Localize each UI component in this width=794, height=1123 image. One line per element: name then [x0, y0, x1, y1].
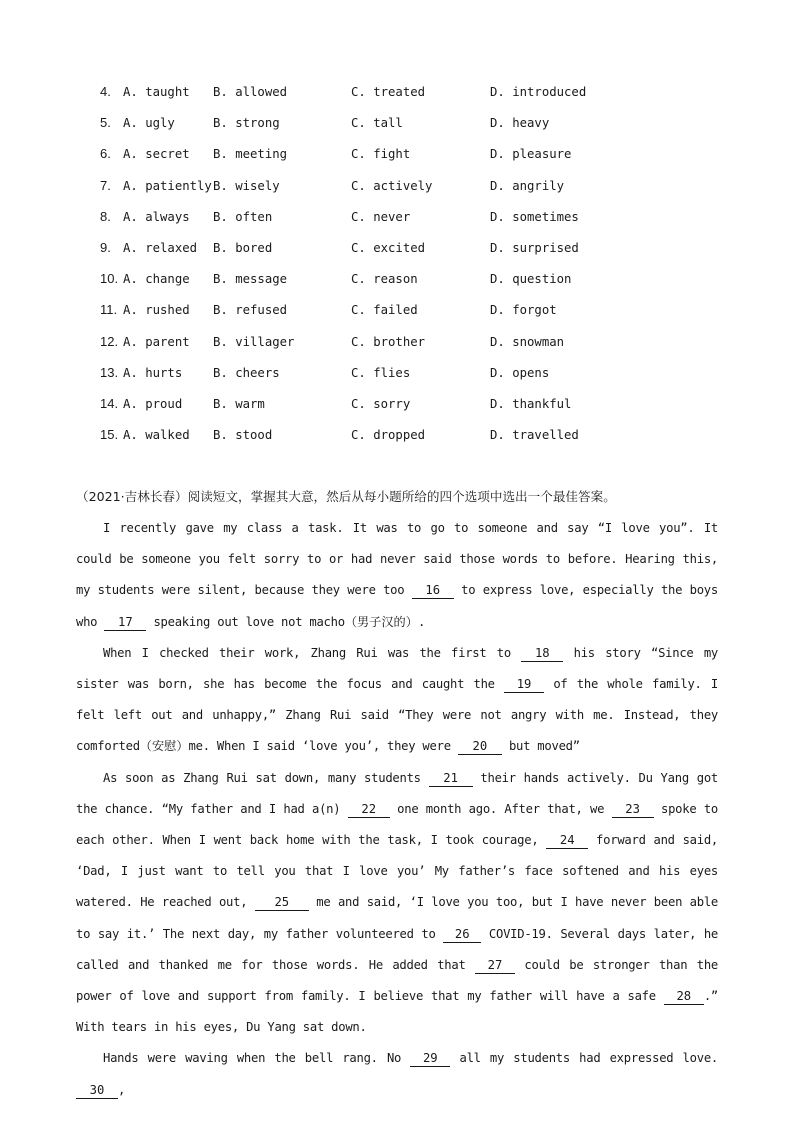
- option-b: B. cheers: [213, 365, 280, 380]
- option-c: C. treated: [351, 85, 426, 99]
- question-number: 8.: [100, 208, 111, 224]
- question-number: 13.: [100, 364, 119, 380]
- blank-23: 23: [612, 802, 654, 818]
- blank-25: 25: [255, 895, 309, 911]
- option-row: [100, 112, 700, 143]
- blank-24: 24: [546, 833, 588, 849]
- option-c: C. dropped: [351, 428, 426, 443]
- option-b: B. often: [213, 209, 273, 224]
- option-row: [100, 424, 700, 455]
- passage-text: all my students had expressed love.: [450, 1051, 718, 1066]
- option-d: D. heavy: [490, 116, 550, 131]
- passage-paragraph: [76, 638, 718, 763]
- option-c: C. failed: [351, 303, 418, 318]
- option-c: C. sorry: [351, 396, 411, 411]
- blank-22: 22: [348, 802, 390, 818]
- option-c: C. brother: [351, 334, 426, 349]
- option-d: D. opens: [490, 365, 550, 380]
- question-number: 4.: [100, 84, 111, 99]
- passage-text: As soon as Zhang Rui sat down, many students: [103, 770, 429, 785]
- passage-text: to express love, especially the boys who: [76, 583, 718, 629]
- option-row: [100, 81, 700, 112]
- blank-26: 26: [443, 927, 481, 943]
- option-row: [100, 393, 700, 424]
- passage-paragraph: [76, 763, 718, 1044]
- option-a: A. relaxed: [123, 240, 198, 255]
- option-c: C. fight: [351, 147, 411, 162]
- option-a: A. secret: [123, 147, 190, 162]
- option-b: B. villager: [213, 334, 295, 349]
- option-row: [100, 299, 700, 330]
- blank-19: 19: [504, 677, 544, 693]
- answer-options: [100, 81, 700, 455]
- chinese-gloss: （男子汉的）: [344, 614, 418, 629]
- option-a: A. change: [123, 272, 190, 287]
- option-a: A. hurts: [123, 365, 183, 380]
- passage-text: one month ago. After that, we: [389, 801, 612, 816]
- option-a: A. ugly: [123, 116, 175, 131]
- passage-text: me and said, ‘I love you too, but I have never been able to say it.’ The next day, my father volunteered to: [76, 895, 718, 941]
- section-instruction: （2021·吉林长春）阅读短文，掌握其大意，然后从每小题所给的四个选项中选出一个最佳答案。: [76, 489, 616, 504]
- option-d: D. sometimes: [490, 209, 579, 224]
- option-row: [100, 331, 700, 362]
- option-b: B. message: [213, 272, 288, 287]
- blank-29: 29: [410, 1051, 450, 1067]
- option-c: C. actively: [351, 178, 433, 193]
- reading-passage: [76, 513, 718, 1106]
- option-b: B. wisely: [213, 178, 280, 193]
- passage-text: .” With tears in his eyes, Du Yang sat down.: [76, 989, 718, 1035]
- passage-text: I recently gave my class a task. It was to go to someone and say “I love you”. It could be someone you felt sorry to or had never said those words to before. Hearing this, my students were silent, because they were too: [76, 521, 718, 598]
- passage-text: of the whole family. I felt left out and unhappy,” Zhang Rui said “They were not angry with me. Instead, they comforted: [76, 677, 718, 754]
- option-c: C. never: [351, 209, 411, 224]
- option-a: A. patiently: [123, 178, 212, 193]
- option-d: D. forgot: [490, 303, 557, 318]
- question-number: 7.: [100, 177, 111, 193]
- option-d: D. introduced: [490, 85, 587, 99]
- option-row: [100, 268, 700, 299]
- passage-text: Hands were waving when the bell rang. No: [103, 1051, 411, 1066]
- blank-27: 27: [475, 958, 515, 974]
- option-b: B. stood: [213, 428, 273, 443]
- option-c: C. excited: [351, 240, 426, 255]
- option-d: D. pleasure: [490, 147, 572, 162]
- option-row: [100, 175, 700, 206]
- blank-16: 16: [412, 583, 454, 599]
- option-b: B. refused: [213, 303, 288, 318]
- question-number: 11.: [100, 302, 118, 318]
- blank-28: 28: [664, 989, 704, 1005]
- passage-text: but moved”: [501, 739, 580, 754]
- question-number: 15.: [100, 427, 119, 443]
- passage-paragraph: [76, 1043, 718, 1105]
- question-number: 14.: [100, 395, 119, 411]
- question-number: 5.: [100, 115, 111, 131]
- option-d: D. question: [490, 272, 572, 287]
- option-b: B. bored: [213, 240, 273, 255]
- option-a: A. proud: [123, 396, 183, 411]
- option-row: [100, 237, 700, 268]
- passage-text: ,: [118, 1082, 126, 1097]
- option-c: C. flies: [351, 365, 411, 380]
- passage-text: forward and said, ‘Dad, I just want to tell you that I love you’ My father’s face softened and his eyes watered. He reached out,: [76, 833, 719, 910]
- passage-text: spoke to each other. When I went back home with the task, I took courage,: [76, 801, 719, 848]
- question-number: 6.: [100, 146, 111, 162]
- option-d: D. snowman: [490, 334, 565, 349]
- option-a: A. walked: [123, 428, 190, 443]
- option-d: D. thankful: [490, 396, 572, 411]
- option-b: B. warm: [213, 396, 265, 411]
- option-a: A. parent: [123, 334, 190, 349]
- chinese-gloss: （安慰）: [139, 739, 189, 754]
- passage-text: their hands actively. Du Yang got the chance. “My father and I had a(n): [76, 770, 718, 816]
- question-number: 9.: [100, 239, 111, 255]
- option-row: [100, 206, 700, 237]
- option-d: D. surprised: [490, 240, 579, 255]
- passage-text: his story “Since my sister was born, she has become the focus and caught the: [76, 645, 718, 692]
- blank-17: 17: [104, 615, 146, 631]
- passage-text: speaking out love not macho: [146, 614, 345, 629]
- option-a: A. rushed: [123, 303, 190, 318]
- blank-20: 20: [458, 739, 502, 755]
- blank-21: 21: [429, 771, 473, 787]
- option-d: D. angrily: [490, 178, 565, 193]
- option-b: B. allowed: [213, 85, 288, 99]
- option-b: B. meeting: [213, 147, 288, 162]
- passage-paragraph: [76, 513, 718, 638]
- option-b: B. strong: [213, 116, 280, 131]
- option-row: [100, 143, 700, 174]
- option-a: A. taught: [123, 85, 190, 99]
- question-number: 12.: [100, 333, 119, 349]
- option-row: [100, 362, 700, 393]
- option-c: C. reason: [351, 272, 418, 287]
- option-c: C. tall: [351, 116, 403, 131]
- passage-text: could be stronger than the power of love and support from family. I believe that my father will have a safe: [76, 957, 718, 1004]
- option-d: D. travelled: [490, 428, 579, 443]
- passage-text: me. When I said ‘love you’, they were: [188, 739, 458, 754]
- blank-30: 30: [76, 1083, 118, 1099]
- passage-text: COVID-19. Several days later, he called and thanked me for those words. He added that: [76, 926, 719, 972]
- question-number: 10.: [100, 271, 119, 287]
- passage-text: .: [417, 614, 426, 629]
- option-a: A. always: [123, 209, 190, 224]
- blank-18: 18: [521, 646, 563, 662]
- passage-text: When I checked their work, Zhang Rui was the first to: [103, 645, 522, 660]
